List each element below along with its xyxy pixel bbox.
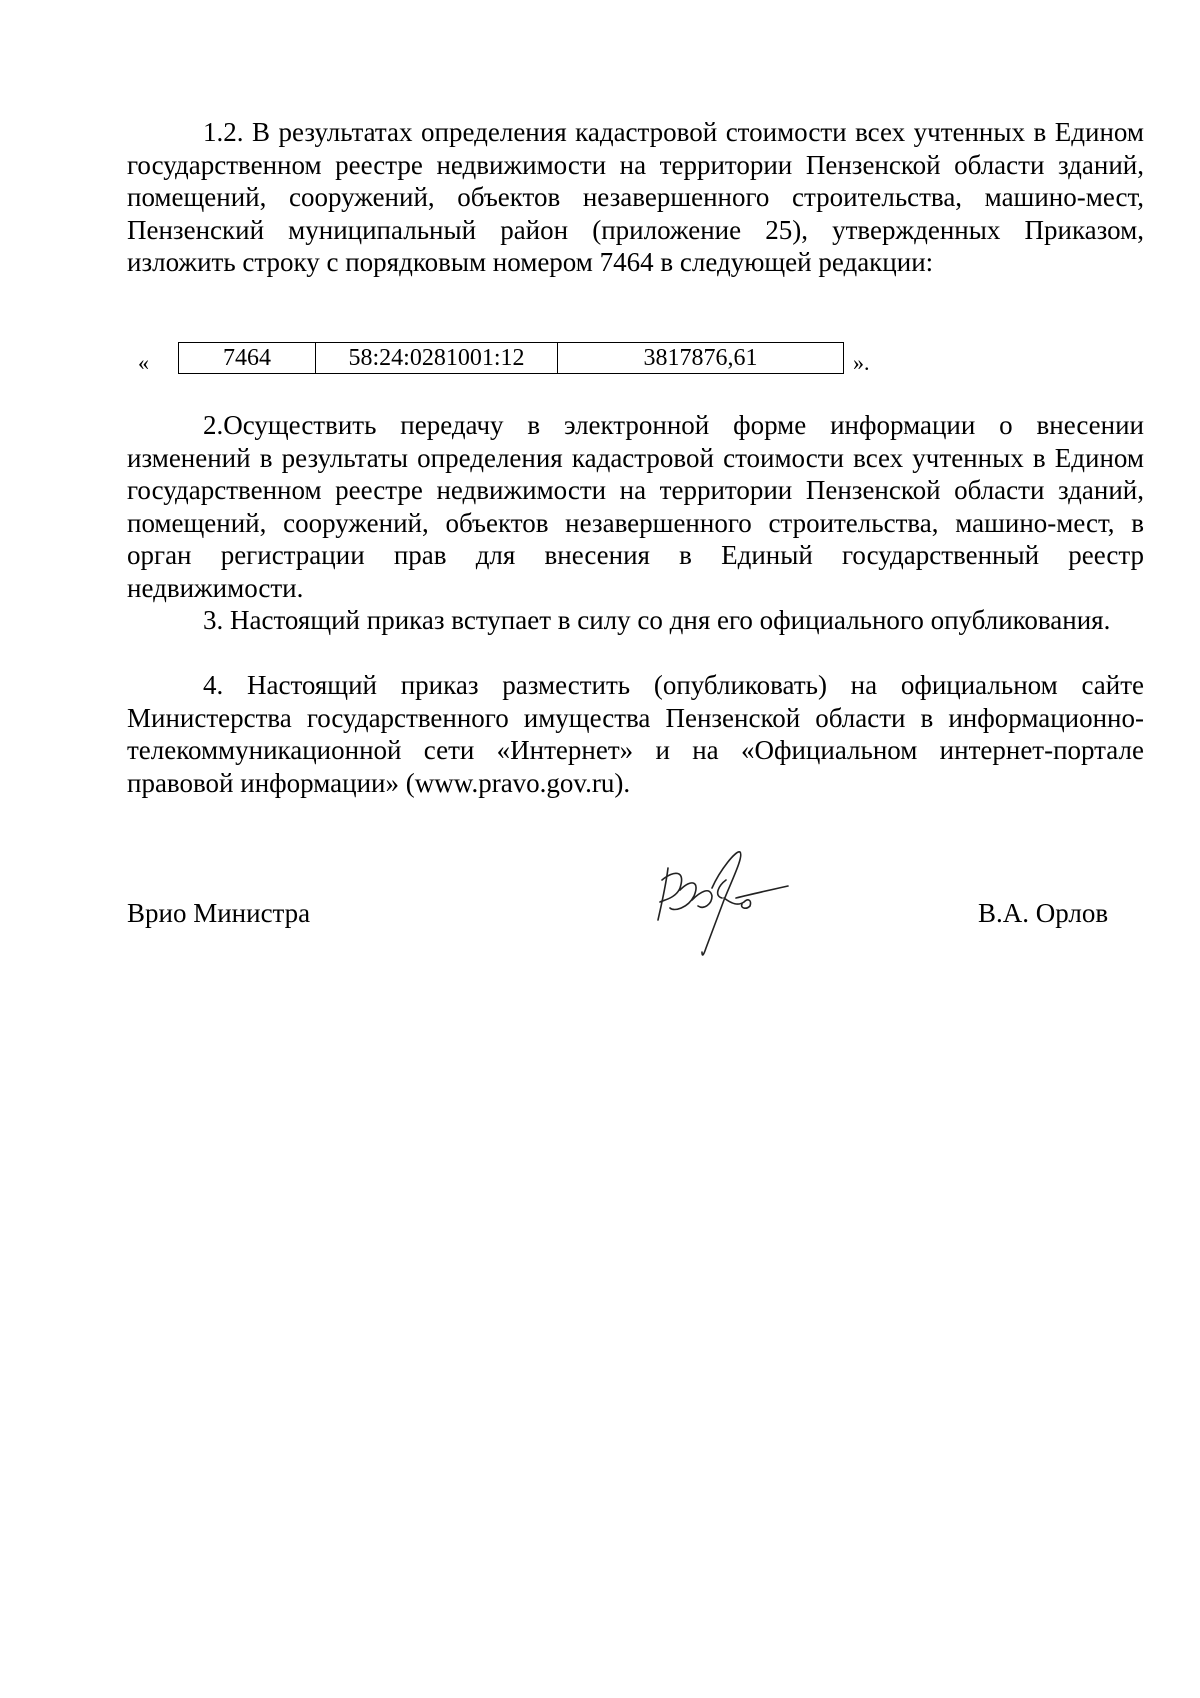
signatory-position: Врио Министра bbox=[127, 898, 311, 928]
table-row bbox=[179, 343, 844, 374]
row-number-cell: 7464 bbox=[179, 343, 316, 374]
cadastral-value-cell: 3817876,61 bbox=[558, 343, 844, 374]
quote-close: ». bbox=[853, 350, 870, 375]
signatory-name: В.А. Орлов bbox=[978, 898, 1109, 928]
cadastral-row-table bbox=[178, 342, 844, 374]
quote-open: « bbox=[138, 350, 149, 375]
paragraph-2: 2.Осуществить передачу в электронной форме информации о внесении изменений в результаты определения кадастровой стоимости всех учтенных в Едином государственном реестре недвижимости на территории Пензенской области зданий, помещений, сооружений, объектов незавершенного строительства, машино-мест, в орган регистрации прав для внесения в Единый государственный реестр недвижимости. bbox=[127, 410, 1144, 603]
paragraph-3: 3. Настоящий приказ вступает в силу со дня его официального опубликования. bbox=[203, 605, 1111, 635]
handwritten-signature bbox=[640, 840, 800, 970]
paragraph-4: 4. Настоящий приказ разместить (опубликовать) на официальном сайте Министерства государственного имущества Пензенской области в информационно-телекоммуникационной сети «Интернет» и на «Официальном интернет-портале правовой информации» (www.pravo.gov.ru). bbox=[127, 670, 1144, 798]
cadastral-number-cell: 58:24:0281001:12 bbox=[316, 343, 558, 374]
paragraph-1-2: 1.2. В результатах определения кадастровой стоимости всех учтенных в Едином государственном реестре недвижимости на территории Пензенской области зданий, помещений, сооружений, объектов незавершенного строительства, машино-мест, Пензенский муниципальный район (приложение 25), утвержденных Приказом, изложить строку с порядковым номером 7464 в следующей редакции: bbox=[127, 117, 1144, 278]
